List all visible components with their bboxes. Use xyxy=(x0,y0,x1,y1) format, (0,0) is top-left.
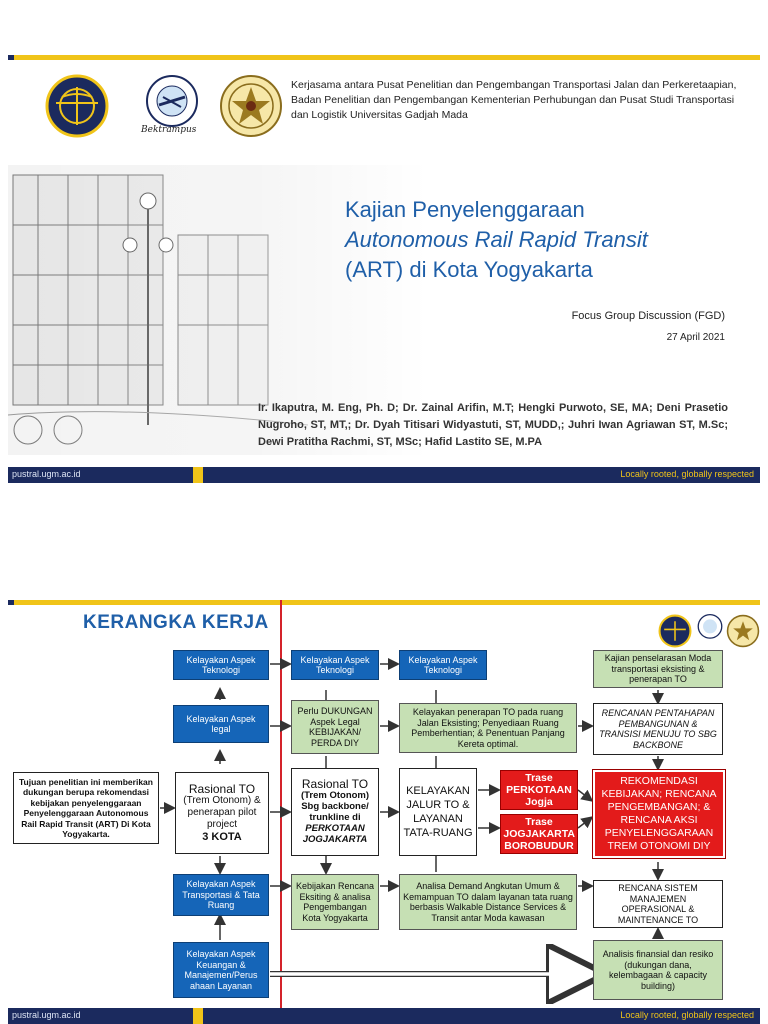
top-accent-bar xyxy=(8,55,760,60)
box-tujuan-penelitian: Tujuan penelitian ini memberikan dukungan berupa rekomendasi kebijakan penyelenggaraan Penyelenggaraan Autonomous Rail Rapid Transit (ART) Di Kota Yogyakarta. xyxy=(13,772,159,844)
footer-url[interactable]: pustral.ugm.ac.id xyxy=(12,1010,81,1020)
box-teknologi-2: Kelayakan Aspek Teknologi xyxy=(291,650,379,680)
rasional-1-body: (Trem Otonom) & penerapan pilot project xyxy=(183,795,261,830)
slide1-footer xyxy=(8,467,760,483)
ugm-logo-icon xyxy=(218,73,284,139)
box-legal: Kelayakan Aspek legal xyxy=(173,705,269,743)
footer-motto: Locally rooted, globally respected xyxy=(620,469,754,479)
box-trase-borobudur: Trase JOGJAKARTA BOROBUDUR xyxy=(500,814,578,854)
rasional-2-body: (Trem Otonom) Sbg backbone/ trunkline di xyxy=(300,790,370,823)
box-rencana-pentahapan: RENCANAN PENTAHAPAN PEMBANGUNAN & TRANSISI MENUJU TO SBG BACKBONE xyxy=(593,703,723,755)
title-slide xyxy=(8,55,760,485)
box-teknologi-3: Kelayakan Aspek Teknologi xyxy=(399,650,487,680)
box-kelayakan-penerapan: Kelayakan penerapan TO pada ruang Jalan Eksisting; Penyediaan Ruang Pemberhentian; & Penentuan Panjang Kereta optimal. xyxy=(399,703,577,753)
event-name: Focus Group Discussion (FGD) xyxy=(571,310,725,322)
box-keuangan: Kelayakan Aspek Keuangan & Manajemen/Perus ahaan Layanan xyxy=(173,942,269,998)
box-perlu-dukungan: Perlu DUKUNGAN Aspek Legal KEBIJAKAN/ PERDA DIY xyxy=(291,700,379,754)
rasional-2-title: Rasional TO xyxy=(301,777,369,791)
box-transportasi: Kelayakan Aspek Transportasi & Tata Ruang xyxy=(173,874,269,916)
box-analisis-finansial: Analisis finansial dan resiko (dukungan dana, kelembagaan & capacity building) xyxy=(593,940,723,1000)
title-line-2: Autonomous Rail Rapid Transit xyxy=(345,227,648,252)
box-kajian-penselarasan: Kajian penselarasan Moda transportasi eksisting & penerapan TO xyxy=(593,650,723,688)
slide2-footer xyxy=(8,1008,760,1024)
rasional-2-em: PERKOTAAN JOGJAKARTA xyxy=(302,823,368,845)
footer-url[interactable]: pustral.ugm.ac.id xyxy=(12,469,81,479)
title-line-1: Kajian Penyelenggaraan xyxy=(345,197,585,222)
box-trase-perkotaan: Trase PERKOTAAN Jogja xyxy=(500,770,578,810)
box-rasional-3-kota xyxy=(175,772,269,854)
rasional-1-title: Rasional TO xyxy=(188,782,256,796)
box-teknologi-1: Kelayakan Aspek Teknologi xyxy=(173,650,269,680)
box-kebijakan-rencana: Kebijakan Rencana Eksiting & analisa Pengembangan Kota Yogyakarta xyxy=(291,874,379,930)
framework-slide xyxy=(8,600,760,1024)
box-rekomendasi: REKOMENDASI KEBIJAKAN; RENCANA PENGEMBANGAN; & RENCANA AKSI PENYELENGGARAAN TREM OTONOMI DIY xyxy=(593,770,725,858)
box-rasional-perkotaan xyxy=(291,768,379,856)
authors-list: Ir. Ikaputra, M. Eng, Ph. D; Dr. Zainal Arifin, M.T; Hengki Purwoto, SE, MA; Deni Prasetio Nugroho, ST, MT,; Dr. Dyah Titisari Widyastuti, ST, MUDD,; Juhri Iwan Agriawan ST, M.Sc; Dewi Pratitha Rachmi, ST, MSc; Hafid Lastito SE, M.PA xyxy=(258,402,728,448)
collaboration-text: Kerjasama antara Pusat Penelitian dan Pengembangan Transportasi Jalan dan Perkeretaapian, Badan Penelitian dan Pengembangan Kementerian Perhubungan dan Pusat Studi Transportasi dan Logistik Universitas Gadjah Mada xyxy=(291,79,737,121)
rasional-1-strong: 3 KOTA xyxy=(202,831,242,843)
bektrampus-logo-text: Bektrampus xyxy=(141,125,197,135)
event-date: 27 April 2021 xyxy=(666,332,725,343)
footer-motto: Locally rooted, globally respected xyxy=(620,1010,754,1020)
title-line-3: (ART) di Kota Yogyakarta xyxy=(345,257,593,282)
presentation-title xyxy=(345,195,648,285)
box-rencana-sistem: RENCANA SISTEM MANAJEMEN OPERASIONAL & MAINTENANCE TO xyxy=(593,880,723,928)
slide-heading: KERANGKA KERJA xyxy=(83,612,269,633)
box-analisa-demand: Analisa Demand Angkutan Umum & Kemampuan TO dalam layanan tata ruang berbasis Walkable Distance Services & Transit antar Moda kawasan xyxy=(399,874,577,930)
box-kelayakan-jalur: KELAYAKAN JALUR TO & LAYANAN TATA-RUANG xyxy=(399,768,477,856)
ministry-transport-logo-icon xyxy=(44,73,110,139)
